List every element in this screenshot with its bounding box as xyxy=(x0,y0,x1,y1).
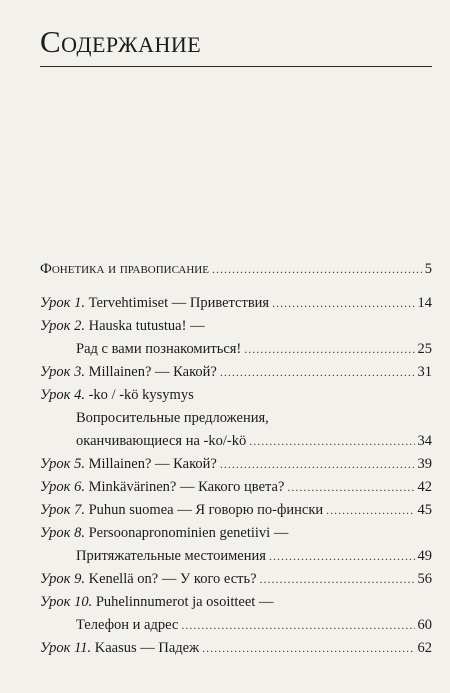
lesson-title: Minkävärinen? — Какого цвета? xyxy=(88,479,285,495)
toc-lesson-entry[interactable] xyxy=(40,591,432,637)
toc-line xyxy=(40,499,432,522)
lesson-label: Урок 1. xyxy=(40,295,85,311)
lesson-title: Притяжательные местоимения xyxy=(76,548,266,564)
lesson-label: Урок 11. xyxy=(40,640,92,656)
toc-line xyxy=(40,338,432,361)
toc-line xyxy=(40,614,432,637)
dot-leader xyxy=(212,258,422,281)
page-number: 14 xyxy=(417,295,432,311)
entry-text xyxy=(40,315,205,338)
lesson-label: Урок 2. xyxy=(40,318,85,334)
lesson-title: Millainen? — Какой? xyxy=(88,364,217,380)
lesson-title: Puhelinnumerot ja osoitteet — xyxy=(95,594,274,610)
page-number: 42 xyxy=(417,479,432,495)
entry-text xyxy=(76,545,266,568)
toc-line xyxy=(40,384,432,407)
toc-line xyxy=(40,637,432,660)
dot-leader xyxy=(269,545,415,568)
lesson-label: Урок 6. xyxy=(40,479,85,495)
dot-leader xyxy=(202,637,414,660)
lesson-title: Kenellä on? — У кого есть? xyxy=(88,571,257,587)
entry-text xyxy=(40,384,194,407)
dot-leader xyxy=(181,614,414,637)
lesson-label: Урок 10. xyxy=(40,594,93,610)
toc-line xyxy=(40,292,432,315)
lesson-label: Урок 5. xyxy=(40,456,85,472)
page-number: 62 xyxy=(417,640,432,656)
toc-line xyxy=(40,591,432,614)
toc-line xyxy=(40,522,432,545)
toc-lesson-entry[interactable] xyxy=(40,522,432,568)
lesson-title: -ko / -kö kysymys xyxy=(88,387,194,403)
toc-lesson-entry[interactable] xyxy=(40,476,432,499)
lesson-title: Телефон и адрес xyxy=(76,617,179,633)
dot-leader xyxy=(326,499,414,522)
dot-leader xyxy=(220,453,415,476)
entry-text xyxy=(40,591,273,614)
entry-text xyxy=(76,614,178,637)
toc-lesson-entry[interactable] xyxy=(40,384,432,453)
lesson-title: Persoonapronominien genetiivi — xyxy=(88,525,289,541)
dot-leader xyxy=(260,568,415,591)
toc-lesson-entry[interactable] xyxy=(40,637,432,660)
lesson-title: Tervehtimiset — Приветствия xyxy=(88,295,270,311)
toc-line xyxy=(40,545,432,568)
entry-text xyxy=(40,453,217,476)
toc-section[interactable] xyxy=(40,258,432,281)
toc-line xyxy=(40,568,432,591)
toc-lesson-entry[interactable] xyxy=(40,315,432,361)
lesson-title: Puhun suomea — Я говорю по-фински xyxy=(88,502,324,518)
entry-text xyxy=(76,430,246,453)
page-number: 49 xyxy=(417,548,432,564)
table-of-contents xyxy=(40,258,432,660)
page-title: Содержание xyxy=(40,24,202,59)
entry-text xyxy=(40,361,217,384)
lesson-label: Урок 8. xyxy=(40,525,85,541)
dot-leader xyxy=(272,292,414,315)
dot-leader xyxy=(244,338,414,361)
entry-text xyxy=(40,522,288,545)
entry-text xyxy=(40,637,199,660)
lesson-title: Вопросительные предложения, xyxy=(76,410,269,426)
entry-text xyxy=(40,499,323,522)
entry-text xyxy=(40,476,284,499)
entry-text xyxy=(40,568,257,591)
toc-line xyxy=(40,476,432,499)
toc-lesson-entry[interactable] xyxy=(40,361,432,384)
page-number: 39 xyxy=(417,456,432,472)
page-number: 25 xyxy=(417,341,432,357)
lesson-title: Kaasus — Падеж xyxy=(94,640,200,656)
toc-lesson-entry[interactable] xyxy=(40,568,432,591)
page-number: 45 xyxy=(417,502,432,518)
lesson-title: оканчивающиеся на -ko/-kö xyxy=(76,433,247,449)
lesson-label: Урок 3. xyxy=(40,364,85,380)
entry-text xyxy=(40,292,269,315)
toc-lesson-entry[interactable] xyxy=(40,453,432,476)
lesson-label: Урок 7. xyxy=(40,502,85,518)
title-rule xyxy=(40,66,432,67)
dot-leader xyxy=(220,361,415,384)
entry-text xyxy=(76,407,269,430)
page-number: 34 xyxy=(417,433,432,449)
toc-lesson-entry[interactable] xyxy=(40,499,432,522)
toc-line xyxy=(40,407,432,430)
page-number: 56 xyxy=(417,571,432,587)
page-number: 60 xyxy=(417,617,432,633)
toc-line xyxy=(40,315,432,338)
lesson-title: Millainen? — Какой? xyxy=(88,456,217,472)
lesson-title: Hauska tutustua! — xyxy=(88,318,205,334)
toc-line xyxy=(40,258,432,281)
toc-line xyxy=(40,361,432,384)
lesson-label: Урок 4. xyxy=(40,387,85,403)
section-title: Фонетика и правописание xyxy=(40,261,209,277)
page-number: 5 xyxy=(424,261,432,277)
lesson-label: Урок 9. xyxy=(40,571,85,587)
toc-line xyxy=(40,453,432,476)
entry-text xyxy=(76,338,241,361)
page-number: 31 xyxy=(417,364,432,380)
dot-leader xyxy=(287,476,414,499)
toc-lesson-entry[interactable] xyxy=(40,292,432,315)
dot-leader xyxy=(249,430,414,453)
toc-line xyxy=(40,430,432,453)
lesson-title: Рад с вами познакомиться! xyxy=(76,341,242,357)
